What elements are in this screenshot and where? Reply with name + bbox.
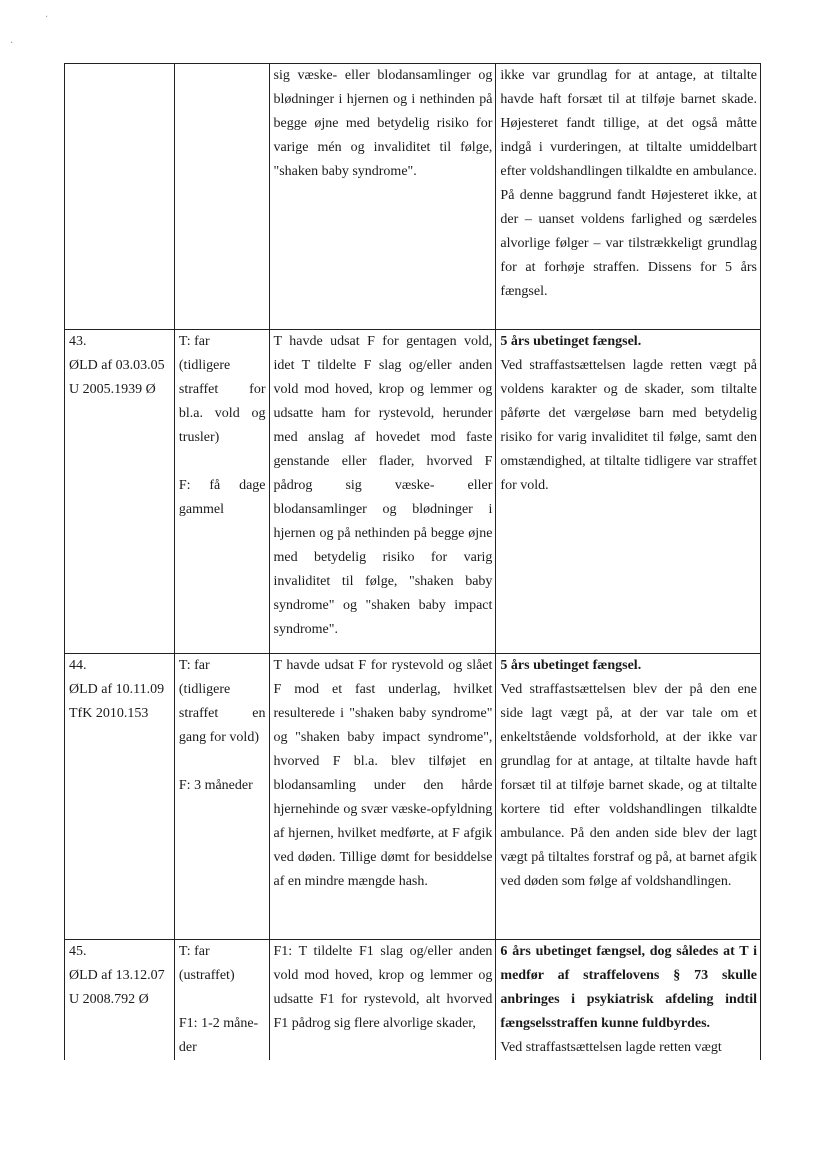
table-row xyxy=(65,654,761,940)
offender-record: (tidligere straffet for bl.a. vold og trusler) xyxy=(178,358,266,445)
table-row xyxy=(65,330,761,654)
case-number: 44. xyxy=(69,658,87,673)
victim: F: få dage gammel xyxy=(178,478,266,517)
sentence-heading: 5 års ubetinget fængsel. xyxy=(500,334,642,349)
parties-cell xyxy=(174,330,269,654)
case-table xyxy=(64,63,761,1060)
facts-cell: sig væske- eller blodansamlinger og blødninger i hjernen og i nethinden på begge øjne med betydelig risiko for varige mén og invaliditet til følge, "shaken baby syndrome". xyxy=(269,64,496,330)
case-number: 45. xyxy=(69,944,87,959)
case-reference-cell xyxy=(65,330,175,654)
sentence-reasoning: Ved straffastsættelsen blev der på den ene side lagt vægt på, at der var tale om et enkeltstående voldsforhold, at der ikke var grundlag for at antage, at tiltalte havde haft forsæt til at tilføje barnet skade, og at tiltalte kortere tid efter voldshandlingen tilkaldte ambulance. På den anden side blev der lagt vægt på tiltaltes forstraf og på, at barnet afgik ved døden som følge af voldshandlingen. xyxy=(500,682,757,889)
offender-record: (tidligere straffet en gang for vold) xyxy=(178,682,266,745)
parties-cell xyxy=(174,64,269,330)
table-row xyxy=(65,64,761,330)
court-date: ØLD af 10.11.09 xyxy=(69,682,165,697)
court-date: ØLD af 03.03.05 xyxy=(69,358,165,373)
victim: F: 3 måneder xyxy=(178,778,253,793)
offender: T: far xyxy=(178,944,210,959)
offender: T: far xyxy=(178,334,210,349)
victim: F1: 1-2 måne-der xyxy=(178,1016,259,1055)
scan-speck: · xyxy=(45,12,49,23)
table-row xyxy=(65,940,761,1061)
case-publication: TfK 2010.153 xyxy=(69,706,149,721)
sentence-cell xyxy=(496,654,761,940)
sentence-reasoning: Ved straffastsættelsen lagde retten vægt på voldens karakter og de skader, som tiltalte påførte det værgeløse barn med betydelig risiko for varig invaliditet til følge, samt den omstændighed, at tiltalte tidligere var straffet for vold. xyxy=(500,358,757,493)
facts-cell: F1: T tildelte F1 slag og/eller anden vold mod hoved, krop og lemmer og udsatte F1 for rystevold, alt hvorved F1 pådrog sig flere alvorlige skader, xyxy=(269,940,496,1061)
sentence-heading: 5 års ubetinget fængsel. xyxy=(500,658,642,673)
case-reference-cell xyxy=(65,64,175,330)
case-publication: U 2008.792 Ø xyxy=(69,992,149,1007)
case-reference-cell xyxy=(65,654,175,940)
parties-cell xyxy=(174,654,269,940)
case-reference-cell xyxy=(65,940,175,1061)
sentence-reasoning: Ved straffastsættelsen lagde retten vægt xyxy=(500,1040,722,1055)
offender-record: (ustraffet) xyxy=(178,968,235,983)
case-number: 43. xyxy=(69,334,87,349)
court-date: ØLD af 13.12.07 xyxy=(69,968,165,983)
sentence-cell xyxy=(496,330,761,654)
scan-speck: · xyxy=(10,38,14,49)
facts-cell: T havde udsat F for gentagen vold, idet T tildelte F slag og/eller anden vold mod hoved, krop og lemmer og udsatte ham for rystevold, herunder med anslag af hovedet mod faste genstande eller flader, hvorved F pådrog sig væske- eller blodansamlinger og blødninger i hjernen og på nethinden på begge øjne med betydelig risiko for varig invaliditet til følge, "shaken baby syndrome" og "shaken baby impact syndrome". xyxy=(269,330,496,654)
sentence-cell: ikke var grundlag for at antage, at tiltalte havde haft forsæt til at tilføje barnet skade. Højesteret fandt tillige, at det også måtte indgå i vurderingen, at tiltalte umiddelbart efter voldshandlingen tilkaldte en ambulance. På denne baggrund fandt Højesteret ikke, at der – uanset voldens farlighed og særdeles alvorlige følger – var tilstrækkeligt grundlag for at forhøje straffen. Dissens for 5 års fængsel. xyxy=(496,64,761,330)
sentence-heading: 6 års ubetinget fængsel, dog således at T i medfør af straffelovens § 73 skulle anbringes i psykiatrisk afdeling indtil fængselsstraffen kunne fuldbyrdes. xyxy=(500,944,757,1031)
case-publication: U 2005.1939 Ø xyxy=(69,382,156,397)
sentence-cell xyxy=(496,940,761,1061)
parties-cell xyxy=(174,940,269,1061)
offender: T: far xyxy=(178,658,210,673)
facts-cell: T havde udsat F for rystevold og slået F mod et fast underlag, hvilket resulterede i "shaken baby syndrome" og "shaken baby impact syndrome", hvorved F bl.a. blev tilføjet en blodansamling under den hårde hjernehinde og svær væske-opfyldning af hjernen, hvilket medførte, at F afgik ved døden. Tillige dømt for besiddelse af en mindre mængde hash. xyxy=(269,654,496,940)
